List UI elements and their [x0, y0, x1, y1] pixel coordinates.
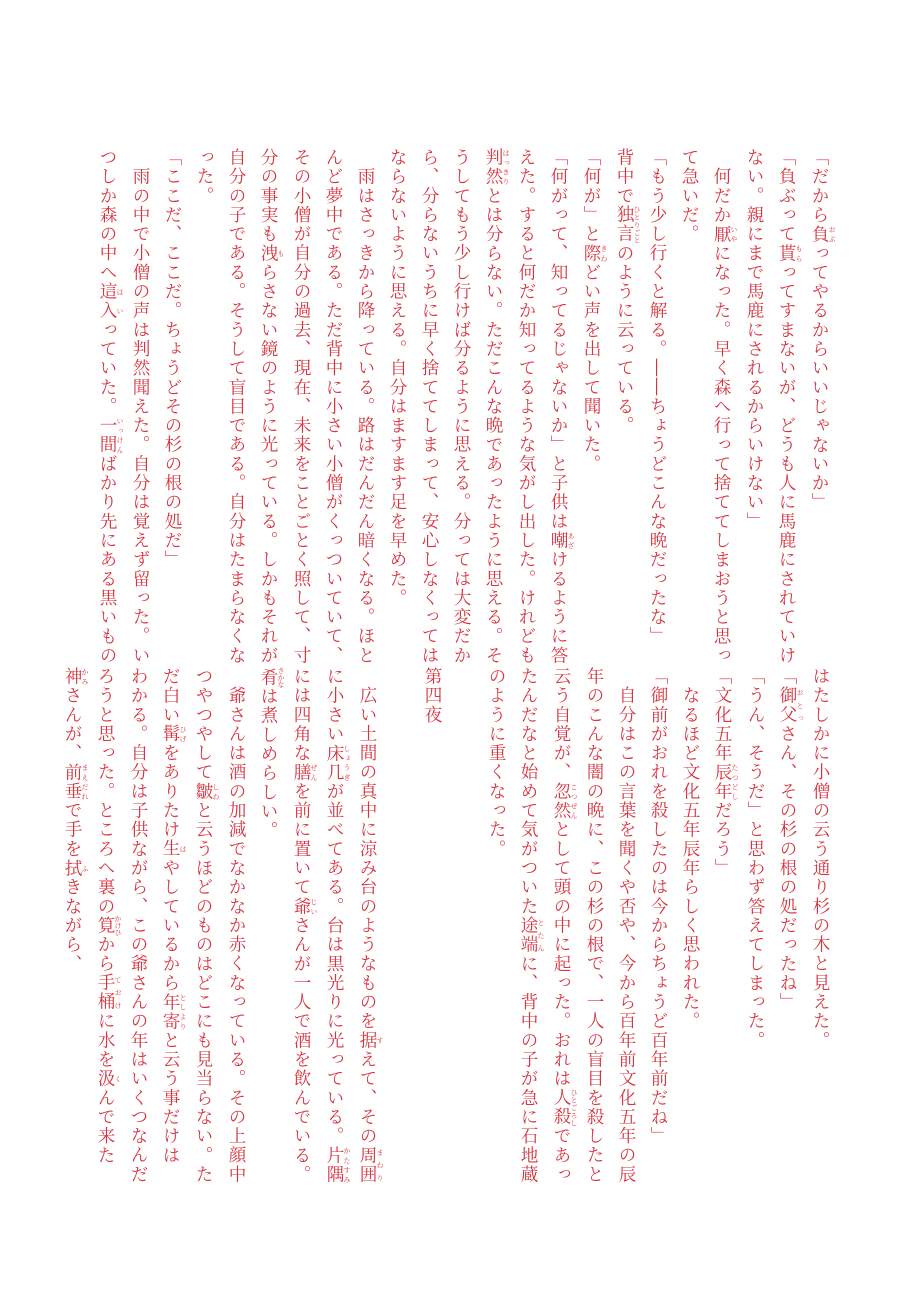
text-line	[89, 667, 122, 1187]
text-run: った。	[194, 148, 214, 206]
ruby-base: 前垂	[62, 762, 82, 802]
ruby-annotation	[193, 781, 220, 802]
text-run: に水を	[95, 1011, 115, 1070]
ruby-base: 片隅	[324, 1145, 344, 1185]
text-run: 何だか	[711, 148, 731, 225]
text-line	[575, 148, 608, 638]
text-line	[770, 148, 803, 666]
text-line	[187, 667, 220, 1187]
text-run: ろうと思った。ところへ裏の	[95, 667, 115, 916]
text-line	[480, 667, 512, 1187]
text-run: 年のこんな闇の晩に、この杉の根で、一人の盲目を殺したと	[584, 667, 604, 1185]
furigana: は	[179, 839, 187, 859]
furigana: いや	[730, 224, 738, 244]
ruby-base: 年寄	[160, 992, 180, 1031]
text-run: さん、その杉の根の処だったね」	[777, 724, 797, 1012]
furigana: はっきり	[502, 148, 510, 187]
text-run: であっ	[551, 1126, 571, 1185]
text-run: に小さい	[324, 667, 344, 744]
ruby-annotation	[551, 1088, 578, 1127]
furigana: ておけ	[114, 973, 122, 1012]
ruby-annotation	[581, 243, 608, 263]
text-run: とは分らない。ただこんな晩であったように思える。そ	[483, 186, 503, 666]
text-run: 「御前がおれを殺したのは今からちょうど百年前だね」	[648, 667, 668, 1146]
text-run: 「負ぶって	[776, 148, 796, 244]
text-run: さんが一人で酒を飲んでいる。	[291, 915, 311, 1185]
text-run: 「うん、そうだ」と思わず答えてしまった。	[745, 667, 765, 1050]
ruby-annotation	[548, 531, 575, 551]
text-run: 自分の子である。そうして盲目である。自分はたまらなくな	[226, 148, 246, 666]
ruby-base: 神	[62, 667, 82, 687]
furigana: ひげ	[179, 724, 187, 744]
text-line	[252, 148, 285, 666]
text-run: 広い土間の真中に涼み台のようなものを	[357, 667, 377, 1031]
ruby-base: 汲	[95, 1069, 115, 1089]
furigana: とたん	[537, 915, 545, 955]
text-run: 第四夜	[422, 667, 442, 725]
furigana: おとっ	[796, 686, 804, 725]
text-line	[706, 667, 739, 1187]
ruby-annotation	[258, 667, 285, 688]
ruby-base: 周囲	[357, 1145, 377, 1185]
text-run: つやつやして	[193, 667, 213, 782]
ruby-base: 人殺	[551, 1088, 571, 1127]
text-line	[220, 667, 252, 1187]
furigana: ひとごろし	[570, 1088, 578, 1127]
text-run: けるように答	[548, 550, 568, 666]
text-line	[122, 667, 154, 1187]
text-run: はたしかに小僧の云う通り杉の木と見えた。	[810, 667, 830, 1050]
ruby-annotation	[711, 224, 738, 244]
text-line	[608, 148, 641, 638]
ruby-base: 筧	[95, 915, 115, 937]
furigana: きわ	[600, 243, 608, 263]
ruby-base: 一間	[97, 416, 117, 455]
text-line	[413, 148, 445, 666]
ruby-base: 拭	[62, 858, 82, 878]
furigana: ひとりごと	[633, 205, 641, 244]
ruby-base: 忽然	[551, 781, 571, 821]
text-run: たんだなと始めて気がついた	[518, 667, 538, 916]
ruby-annotation	[160, 992, 187, 1031]
text-line	[641, 148, 673, 646]
furigana: も	[277, 243, 285, 263]
text-run: 「もう少し行くと解る。――ちょうどこんな晩だったな」	[647, 148, 667, 646]
text-run: 爺さんは酒の加減でなかなか赤くなっている。その上顔中	[226, 667, 246, 1185]
ruby-annotation	[324, 743, 351, 782]
text-line	[349, 148, 381, 666]
text-run: 「だから	[809, 148, 829, 225]
text-run: と云うほどのものはどこにも見当らない。た	[193, 801, 213, 1185]
ruby-annotation	[95, 915, 122, 937]
furigana: としより	[179, 992, 187, 1031]
ruby-annotation	[777, 686, 804, 725]
ruby-annotation	[95, 973, 122, 1012]
text-run: を前に置いて	[291, 781, 311, 897]
text-run: は煮しめらしい。	[258, 687, 278, 841]
text-run: ばかり先にある黒いもの	[97, 454, 117, 666]
ruby-base: 嘲	[548, 531, 568, 551]
ruby-annotation	[160, 839, 187, 859]
ruby-base: 負	[809, 224, 829, 244]
text-line	[91, 148, 124, 666]
text-run: ってすまないが、どうも人に馬鹿にされていけ	[776, 262, 796, 666]
text-run: さんが、	[62, 686, 82, 763]
furigana: じい	[310, 896, 318, 916]
furigana: まわり	[376, 1145, 384, 1185]
text-run: なるほど文化五年辰年らしく思われた。	[680, 667, 700, 1031]
furigana: こつぜん	[570, 781, 578, 821]
furigana: さかな	[277, 667, 285, 688]
text-line	[477, 148, 510, 666]
text-run: んで来た	[95, 1088, 115, 1165]
text-run: ら、分らないうちに早く捨ててしまって、安心しなくっては	[419, 148, 439, 666]
text-run: 雨はさっきから降っている。路はだんだん暗くなる。ほと	[355, 148, 375, 666]
ruby-annotation	[357, 1030, 384, 1051]
text-line	[738, 148, 770, 638]
furigana: いっけん	[116, 416, 124, 455]
text-run: どい声を出して聞いた。	[581, 262, 601, 474]
furigana: はい	[116, 282, 124, 321]
text-line	[351, 667, 384, 1187]
ruby-annotation	[291, 762, 318, 782]
ruby-base: 据	[357, 1030, 377, 1051]
ruby-annotation	[97, 282, 124, 321]
text-run: 云う自覚が、	[551, 667, 571, 782]
text-run: になった。早く森へ行って捨ててしまおうと思っ	[711, 243, 731, 666]
text-run: 背中で	[614, 148, 634, 206]
text-line	[542, 148, 575, 666]
text-line	[285, 667, 318, 1187]
text-run: に、背中の子が急に石地蔵	[518, 954, 538, 1185]
text-line	[739, 667, 771, 1187]
text-run: 雨の中で小僧の声は判然聞えた。自分は覚えず留った。い	[130, 148, 150, 666]
ruby-base: 独言	[614, 205, 634, 244]
ruby-base: 際	[581, 243, 601, 263]
text-line	[804, 667, 836, 1187]
text-run: て急いだ。	[679, 148, 699, 244]
ruby-base: 生	[160, 839, 180, 859]
text-run: と云う事だけは	[160, 1030, 180, 1165]
text-run: 「何がって、知ってるじゃないか」と子供は	[548, 148, 568, 531]
text-run	[390, 667, 410, 686]
ruby-base: 辰年	[712, 762, 732, 802]
ruby-annotation	[483, 148, 510, 187]
text-run: その小僧が自分の過去、現在、未来をことごとく照して、寸	[291, 148, 311, 666]
furigana: く	[114, 1069, 122, 1089]
ruby-annotation	[776, 243, 803, 263]
furigana: かみ	[81, 667, 89, 687]
text-run: んど夢中である。ただ背中に小さい小僧がくっついていて、	[323, 148, 343, 666]
ruby-annotation	[62, 667, 89, 687]
ruby-base: 這入	[97, 282, 117, 321]
text-line	[188, 148, 220, 638]
text-line	[252, 667, 285, 1187]
furigana: あざ	[567, 531, 575, 551]
lower-text-block	[62, 667, 836, 1187]
text-line	[642, 667, 674, 1187]
text-run: 分の事実も	[258, 148, 278, 244]
ruby-annotation	[809, 224, 836, 244]
text-line	[448, 667, 480, 1187]
text-run: っていた。	[97, 320, 117, 417]
text-run: には四角な	[291, 667, 311, 763]
ruby-annotation	[62, 858, 89, 878]
ruby-annotation	[324, 1145, 351, 1185]
text-run: つしか森の中へ	[97, 148, 117, 283]
furigana: す	[376, 1030, 384, 1051]
text-run: えて、その	[357, 1050, 377, 1146]
ruby-base: 肴	[258, 667, 278, 688]
furigana: もら	[795, 243, 803, 263]
text-line	[673, 148, 705, 638]
text-line	[512, 667, 545, 1187]
text-run: らさない鏡のように光っている。しかもそれが	[258, 262, 278, 666]
text-run: 「ここだ、ここだ。ちょうどその杉の根の処だ」	[162, 148, 182, 570]
text-line	[674, 667, 706, 1187]
ruby-annotation	[357, 1145, 384, 1185]
text-line	[156, 148, 188, 638]
ruby-base: 洩	[258, 243, 278, 263]
text-run: が並べてある。台は黒光りに光っている。	[324, 781, 344, 1146]
ruby-base: 厭	[711, 224, 731, 244]
text-line	[416, 667, 448, 1187]
text-line	[578, 667, 610, 1187]
furigana: おぶ	[828, 224, 836, 244]
text-run: をありたけ	[160, 743, 180, 840]
text-run: わかる。自分は子供ながら、この爺さんの年はいくつなんだ	[128, 667, 148, 1185]
text-run: やしているから	[160, 858, 180, 993]
ruby-annotation	[258, 243, 285, 263]
text-run: だ白い	[160, 667, 180, 725]
ruby-annotation	[551, 781, 578, 821]
furigana: しょうぎ	[343, 743, 351, 782]
text-run: 「何が」と	[581, 148, 601, 244]
text-run: ない。親にまで馬鹿にされるからいけない」	[744, 148, 764, 531]
text-line	[384, 667, 416, 1187]
ruby-annotation	[291, 896, 318, 916]
text-line	[381, 148, 413, 638]
furigana: まえだれ	[81, 762, 89, 802]
text-line	[445, 148, 477, 666]
ruby-base: 髯	[160, 724, 180, 744]
furigana: たつどし	[731, 762, 739, 802]
text-run: えた。すると何だか知ってるような気がし出した。けれども	[516, 148, 536, 666]
ruby-base: 判然	[483, 148, 503, 187]
ruby-base: 途端	[518, 915, 538, 955]
text-line	[510, 148, 542, 666]
ruby-annotation	[95, 1069, 122, 1089]
ruby-base: 膳	[291, 762, 311, 782]
text-line	[56, 667, 89, 1187]
text-line	[803, 148, 836, 638]
upper-text-block	[84, 148, 836, 666]
ruby-annotation	[614, 205, 641, 244]
text-line	[318, 667, 351, 1187]
text-run: 自分はこの言葉を聞くや否や、今から百年前文化五年の辰	[616, 667, 636, 1185]
text-run: のように云っている。	[614, 243, 634, 436]
furigana: ふ	[81, 858, 89, 878]
text-line	[285, 148, 317, 666]
ruby-base: 手桶	[95, 973, 115, 1012]
text-run	[454, 667, 474, 686]
text-line	[124, 148, 156, 666]
text-line	[220, 148, 252, 666]
ruby-base: 貰	[776, 243, 796, 263]
ruby-base: 爺	[291, 896, 311, 916]
ruby-base: 皺	[193, 781, 213, 802]
ruby-base: 床几	[324, 743, 344, 782]
furigana: かけひ	[114, 915, 122, 937]
text-line	[771, 667, 804, 1187]
text-run: のように重くなった。	[486, 667, 506, 859]
text-run: きながら、	[62, 877, 82, 974]
text-run: うしてもう少し行けば分るように思える。分っては大変だか	[451, 148, 471, 666]
ruby-annotation	[97, 416, 124, 455]
ruby-annotation	[62, 762, 89, 802]
text-line	[705, 148, 738, 666]
text-run: として頭の中に起った。おれは	[551, 820, 571, 1089]
furigana: しわ	[212, 781, 220, 802]
furigana: かたすみ	[343, 1145, 351, 1185]
text-run: で手を	[62, 801, 82, 859]
text-run: から	[95, 935, 115, 974]
ruby-annotation	[712, 762, 739, 802]
text-run: ならないように思える。自分はますます足を早めた。	[387, 148, 407, 608]
text-run: だろう」	[712, 801, 732, 878]
ruby-annotation	[518, 915, 545, 955]
text-run: 「	[777, 667, 797, 687]
ruby-base: 御父	[777, 686, 797, 725]
ruby-annotation	[160, 724, 187, 744]
text-run: 「文化五年	[712, 667, 732, 763]
text-line	[545, 667, 578, 1187]
furigana: ぜん	[310, 762, 318, 782]
text-line	[317, 148, 349, 666]
text-line	[610, 667, 642, 1187]
text-line	[154, 667, 187, 1187]
text-run: ってやるからいいじゃないか」	[809, 243, 829, 512]
